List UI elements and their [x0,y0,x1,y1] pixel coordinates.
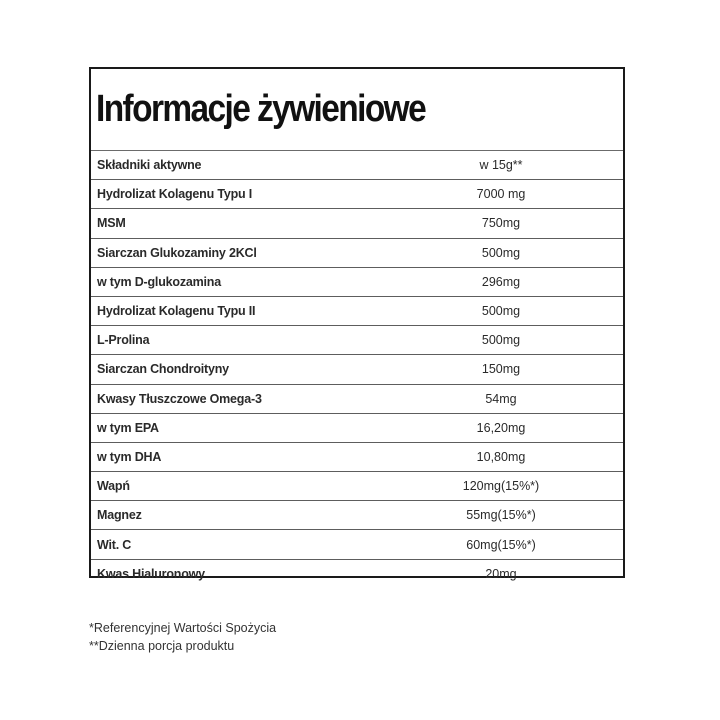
nutrition-table [91,151,623,588]
page-title: Informacje żywieniowe [96,88,426,130]
ingredient-amount: 750mg [379,209,623,238]
ingredient-name: Kwasy Tłuszczowe Omega-3 [91,384,379,413]
ingredient-name: Siarczan Glukozaminy 2KCl [91,238,379,267]
ingredient-amount: 296mg [379,267,623,296]
table-row [91,238,623,267]
footnotes [89,619,276,655]
ingredient-name: Składniki aktywne [91,151,379,180]
footnote-reference-intake: *Referencyjnej Wartości Spożycia [89,621,277,635]
footnote-daily-portion: **Dzienna porcja produktu [89,639,235,653]
ingredient-name: Siarczan Chondroityny [91,355,379,384]
ingredient-amount: 55mg(15%*) [379,501,623,530]
ingredient-amount: w 15g** [379,151,623,180]
ingredient-amount: 150mg [379,355,623,384]
ingredient-name: w tym EPA [91,413,379,442]
table-row [91,267,623,296]
ingredient-name: w tym DHA [91,442,379,471]
table-row [91,296,623,325]
ingredient-name: L-Prolina [91,326,379,355]
ingredient-name: Kwas Hialuronowy [97,566,205,581]
table-row [91,151,623,180]
table-row [91,413,623,442]
ingredient-name: Hydrolizat Kolagenu Typu II [91,296,379,325]
table-row [91,326,623,355]
table-row [91,384,623,413]
ingredient-name: Magnez [91,501,379,530]
table-row [91,209,623,238]
table-row [91,501,623,530]
ingredient-name: Wapń [91,472,379,501]
table-row [91,472,623,501]
table-row [91,355,623,384]
ingredient-name: Wit. C [91,530,379,559]
ingredient-amount: 16,20mg [379,413,623,442]
ingredient-amount: 500mg [379,296,623,325]
ingredient-amount: 54mg [379,384,623,413]
table-row [91,559,623,588]
table-row [91,530,623,559]
ingredient-amount: 500mg [379,238,623,267]
ingredient-amount: 20mg [485,566,517,581]
ingredient-name: w tym D-glukozamina [91,267,379,296]
title-bar [91,69,623,151]
nutrition-panel [89,67,625,581]
ingredient-amount: 120mg(15%*) [379,472,623,501]
ingredient-amount: 500mg [379,326,623,355]
table-row [91,442,623,471]
ingredient-name: MSM [91,209,379,238]
ingredient-amount: 10,80mg [379,442,623,471]
ingredient-amount: 60mg(15%*) [379,530,623,559]
ingredient-amount: 7000 mg [379,180,623,209]
table-row [91,180,623,209]
ingredient-name: Hydrolizat Kolagenu Typu I [91,180,379,209]
nutrition-table-body [91,151,623,588]
